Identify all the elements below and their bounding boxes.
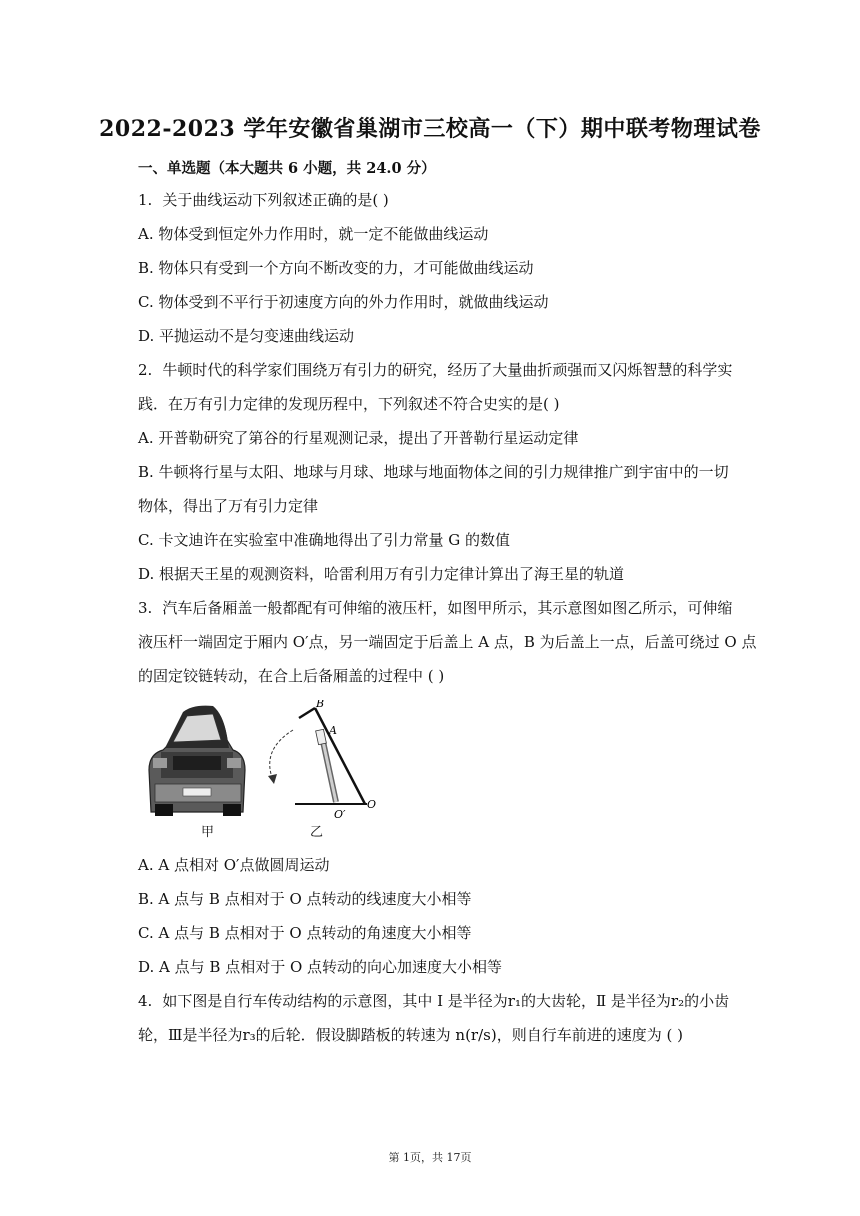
question-text: 如下图是自行车传动结构的示意图，其中 Ⅰ 是半径为r₁的大齿轮，Ⅱ 是半径为r₂的小齿 [162,992,730,1010]
question-text: 牛顿时代的科学家们围绕万有引力的研究，经历了大量曲折顽强而又闪烁智慧的科学实 [162,361,733,379]
question-3-option-c: C. A 点与 B 点相对于 O 点转动的角速度大小相等 [138,924,472,942]
question-2-option-b-cont: 物体，得出了万有引力定律 [138,497,319,515]
page-title: 2022-2023 学年安徽省巢湖市三校高一（下）期中联考物理试卷 [99,116,761,142]
question-3-option-d: D. A 点与 B 点相对于 O 点转动的向心加速度大小相等 [138,958,503,976]
question-number: 1. [138,191,153,209]
label-a: A [329,724,337,737]
question-2-option-b: B. 牛顿将行星与太阳、地球与月球、地球与地面物体之间的引力规律推广到宇宙中的一切 [138,463,729,481]
question-1-option-d: D. 平抛运动不是匀变速曲线运动 [138,327,355,345]
question-2-option-a: A. 开普勒研究了第谷的行星观测记录，提出了开普勒行星运动定律 [138,429,579,447]
figure-caption-jia: 甲 [201,825,215,840]
trunk-figure-svg [143,700,393,840]
question-2-stem-line-1 [138,360,758,380]
question-1-option-b: B. 物体只有受到一个方向不断改变的力，才可能做曲线运动 [138,259,534,277]
question-3-stem-line-1 [138,598,758,618]
lid-line [315,708,365,804]
rotation-arrow [270,730,293,780]
question-text: 汽车后备厢盖一般都配有可伸缩的液压杆，如图甲所示，其示意图如图乙所示，可伸缩 [162,599,733,617]
question-2-option-d: D. 根据天王星的观测资料，哈雷利用万有引力定律计算出了海王星的轨道 [138,565,625,583]
question-2-stem-line-2: 践．在万有引力定律的发现历程中，下列叙述不符合史实的是( ) [138,395,560,413]
label-b: B [316,700,325,710]
car-rear-photo [149,706,245,816]
question-3-option-a: A. A 点相对 O′点做圆周运动 [138,856,330,874]
figure-caption-yi: 乙 [310,825,324,840]
arrow-head [268,774,277,784]
lid-top [299,708,315,718]
question-3-stem-line-3: 的固定铰链转动，在合上后备厢盖的过程中 ( ) [138,667,445,685]
question-3-figure [143,700,393,840]
question-1-option-c: C. 物体受到不平行于初速度方向的外力作用时，就做曲线运动 [138,293,549,311]
question-3-stem-line-2: 液压杆一端固定于厢内 O′点，另一端固定于后盖上 A 点，B 为后盖上一点，后盖可绕过 O 点 [138,633,757,651]
question-number: 3. [138,599,153,617]
question-4-stem-line-2: 轮，Ⅲ是半径为r₃的后轮．假设脚踏板的转速为 n(r/s)，则自行车前进的速度为 ( ) [138,1026,683,1044]
question-4-stem-line-1 [138,991,758,1011]
label-o-prime: O′ [334,808,346,821]
label-o: O [367,798,377,811]
page-footer: 第 1页，共 17页 [388,1151,472,1164]
question-text: 关于曲线运动下列叙述正确的是( ) [162,191,389,209]
question-1-stem [138,190,758,210]
section-heading: 一、单选题（本大题共 6 小题，共 24.0 分） [138,160,436,177]
question-1-option-a: A. 物体受到恒定外力作用时，就一定不能做曲线运动 [138,225,489,243]
question-2-option-c: C. 卡文迪许在实验室中准确地得出了引力常量 G 的数值 [138,531,510,549]
question-number: 2. [138,361,153,379]
question-number: 4. [138,992,153,1010]
question-3-option-b: B. A 点与 B 点相对于 O 点转动的线速度大小相等 [138,890,472,908]
